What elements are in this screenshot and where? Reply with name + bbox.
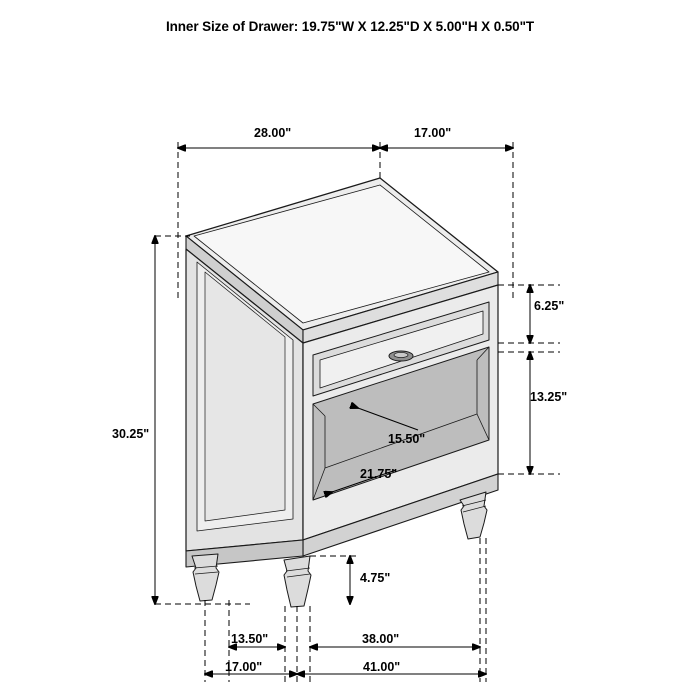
leg-right xyxy=(460,492,487,539)
dim-right-lower: 13.25" xyxy=(530,390,568,404)
dim-right-upper: 6.25" xyxy=(534,299,565,313)
leg-center xyxy=(284,556,311,607)
leg-left xyxy=(192,554,219,601)
dim-leg-height: 4.75" xyxy=(360,571,391,585)
dim-bottom-inner-left: 13.50" xyxy=(231,632,269,646)
dim-inner-depth: 21.75" xyxy=(360,467,398,481)
page-title: Inner Size of Drawer: 19.75"W X 12.25"D X 5.00"H X 0.50"T xyxy=(165,19,535,34)
dim-top-right: 17.00" xyxy=(414,126,452,140)
dim-top-left: 28.00" xyxy=(254,126,292,140)
dim-bottom-inner-right: 38.00" xyxy=(362,632,400,646)
dim-bottom-outer-right: 41.00" xyxy=(363,660,401,674)
dim-inner-shelf: 15.50" xyxy=(388,432,426,446)
dim-left-height: 30.25" xyxy=(112,427,150,441)
dim-bottom-outer-left: 17.00" xyxy=(225,660,263,674)
nightstand-illustration xyxy=(186,178,498,607)
